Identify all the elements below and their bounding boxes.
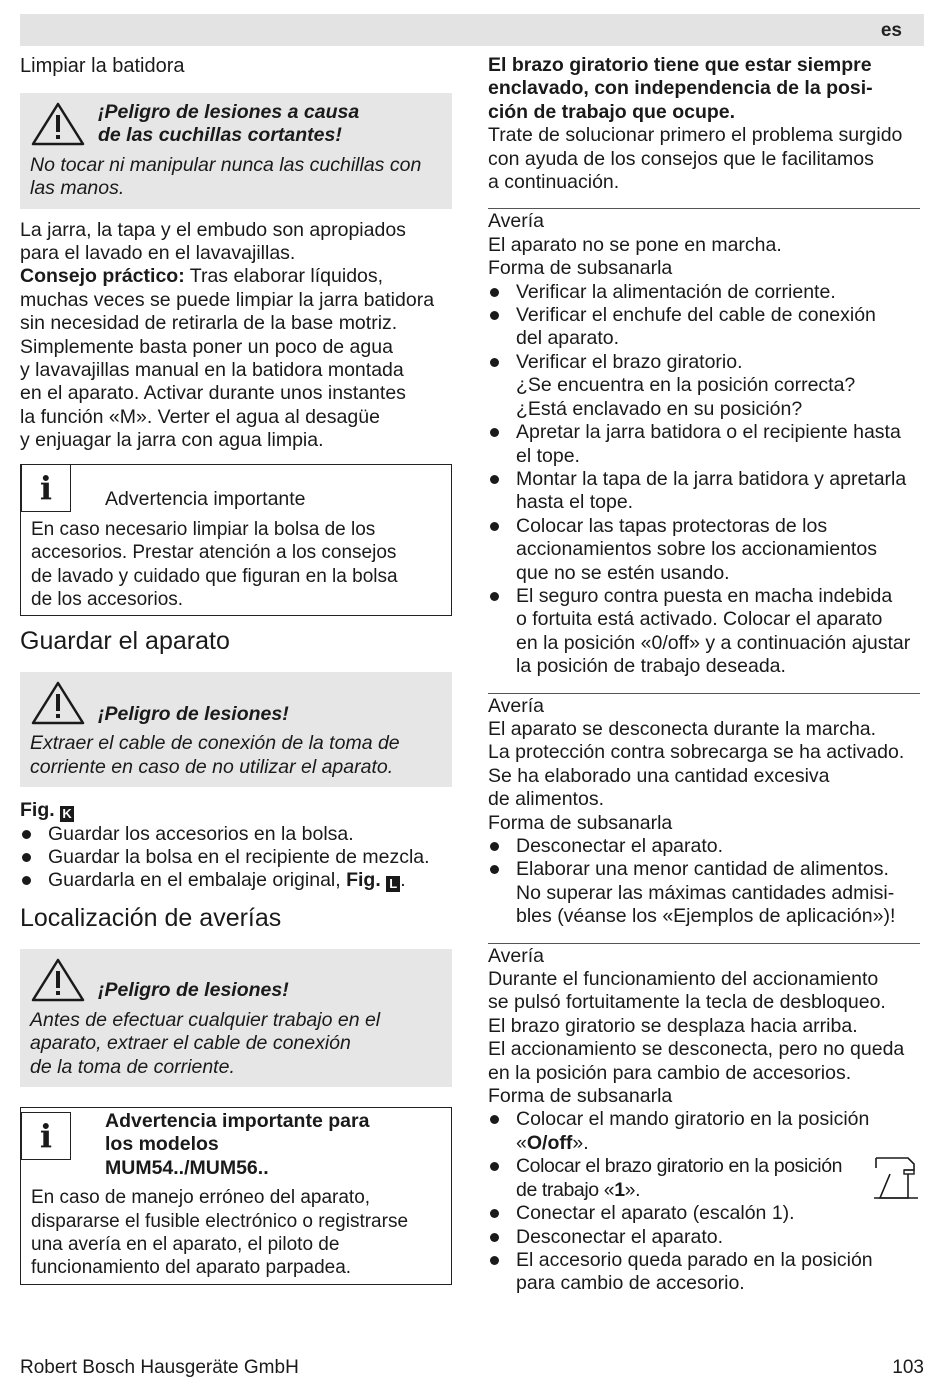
list-item <box>488 421 920 468</box>
paragraph-line: Simplemente basta poner un poco de agua <box>20 335 393 358</box>
fault-text: El brazo giratorio se desplaza hacia arriba. <box>488 1014 858 1037</box>
warning-text: aparato, extraer el cable de conexión <box>30 1032 351 1055</box>
warning-text: Extraer el cable de conexión de la toma de <box>30 732 400 755</box>
fault-text: El aparato se desconecta durante la marcha. <box>488 717 877 740</box>
list-item-text: Guardarla en el embalaje original, <box>48 869 347 892</box>
fix-list-2 <box>488 835 920 929</box>
left-column <box>20 54 452 1285</box>
list-item <box>488 351 920 421</box>
list-item-text: El accesorio queda parado en la posición <box>516 1248 873 1271</box>
list-item-text: de trabajo « <box>516 1178 615 1201</box>
warning-title: ¡Peligro de lesiones a causa <box>98 101 360 123</box>
list-item-text: Colocar el brazo giratorio en la posición <box>516 1155 843 1178</box>
warning-text: de la toma de corriente. <box>30 1055 235 1078</box>
fix-label: Forma de subsanarla <box>488 257 673 280</box>
figure-l-badge: L <box>386 876 400 892</box>
warning-triangle-icon <box>30 680 86 726</box>
info-text: En caso necesario limpiar la bolsa de los <box>31 518 376 540</box>
info-title: Advertencia importante <box>105 488 306 511</box>
warning-title: ¡Peligro de lesiones! <box>98 979 289 1002</box>
paragraph-line: y lavavajillas manual en la batidora montada <box>20 359 404 382</box>
list-item-text: ¿Se encuentra en la posición correcta? <box>516 374 856 397</box>
fault-text: El aparato no se pone en marcha. <box>488 233 782 256</box>
info-icon: i <box>21 1112 71 1160</box>
warning-text: No tocar ni manipular nunca las cuchillas con <box>30 153 422 176</box>
warning-box-store <box>20 672 452 787</box>
paragraph-line: La jarra, la tapa y el embudo son apropiados <box>20 218 406 241</box>
list-item-text: « <box>516 1131 527 1154</box>
list-item <box>488 1249 920 1296</box>
list-item <box>488 585 920 679</box>
list-item-text: Verificar el brazo giratorio. <box>516 350 743 373</box>
info-text: una avería en el aparato, el piloto de <box>31 1234 340 1255</box>
list-item-text: en la posición «0/off» y a continuación ajustar <box>516 631 911 654</box>
fault-text: La protección contra sobrecarga se ha activado. <box>488 741 905 764</box>
mixer-position-icon <box>870 1152 922 1202</box>
fix-label: Forma de subsanarla <box>488 1085 673 1108</box>
position-1-label: 1 <box>614 1178 625 1201</box>
divider <box>488 693 920 694</box>
divider <box>488 943 920 944</box>
list-item-text: o fortuita está activado. Colocar el aparato <box>516 608 883 631</box>
info-text: funcionamiento del aparato parpadea. <box>31 1257 352 1279</box>
warning-box-troubleshoot <box>20 949 452 1087</box>
list-item <box>488 468 920 515</box>
store-list <box>20 823 452 893</box>
info-box-models <box>20 1107 452 1285</box>
list-item-text: que no se estén usando. <box>516 561 730 584</box>
info-title: los modelos <box>105 1133 219 1156</box>
fig-label: Fig. <box>20 799 55 822</box>
intro-line: a continuación. <box>488 171 620 194</box>
info-text: En caso de manejo erróneo del aparato, <box>31 1187 371 1209</box>
position-off-label: O/off <box>526 1131 573 1154</box>
paragraph-line: y enjuagar la jarra con agua limpia. <box>20 429 324 452</box>
section-title-store: Guardar el aparato <box>20 627 230 656</box>
intro-bold-line: enclavado, con independencia de la posi- <box>488 77 873 100</box>
footer-company: Robert Bosch Hausgeräte GmbH <box>20 1357 299 1378</box>
paragraph-line: para el lavado en el lavavajillas. <box>20 242 296 265</box>
list-item-text: Colocar las tapas protectoras de los <box>516 514 828 537</box>
paragraph-line: la función «M». Verter el agua al desagüe <box>20 405 380 428</box>
info-box-accessories <box>20 464 452 617</box>
list-item: Guardar la bolsa en el recipiente de mezcla. <box>20 846 452 869</box>
list-item-text: ¿Está enclavado en su posición? <box>516 397 803 420</box>
warning-box-blades <box>20 93 452 209</box>
tip-label: Consejo práctico: <box>20 265 185 288</box>
list-item-text: accionamientos sobre los accionamientos <box>516 538 877 561</box>
warning-title: ¡Peligro de lesiones! <box>98 702 289 725</box>
section-title-clean: Limpiar la batidora <box>20 55 185 77</box>
list-item-text: Colocar el mando giratorio en la posición <box>516 1108 870 1131</box>
intro-bold-line: El brazo giratorio tiene que estar siempre <box>488 54 872 76</box>
list-item-text: para cambio de accesorio. <box>516 1272 745 1295</box>
fault-label: Avería <box>488 944 545 967</box>
figure-k-badge: K <box>60 806 74 822</box>
list-item-text: No superar las máximas cantidades admisi- <box>516 881 895 904</box>
fix-label: Forma de subsanarla <box>488 811 673 834</box>
info-text: de los accesorios. <box>31 588 184 610</box>
fault-text: de alimentos. <box>488 788 604 811</box>
info-text: dispararse el fusible electrónico o registrarse <box>31 1210 409 1232</box>
list-item-text: Desconectar el aparato. <box>516 1225 724 1248</box>
list-item-text: Verificar la alimentación de corriente. <box>516 280 836 303</box>
warning-text: corriente en caso de no utilizar el aparato. <box>30 755 394 778</box>
fix-list-3 <box>488 1108 920 1295</box>
list-item-text: Conectar el aparato (escalón 1). <box>516 1202 795 1225</box>
list-item <box>488 1155 920 1202</box>
list-item <box>488 515 920 585</box>
list-item-text: Apretar la jarra batidora o el recipiente hasta <box>516 421 901 444</box>
info-text: accesorios. Prestar atención a los consejos <box>31 542 397 564</box>
info-icon: i <box>21 464 71 512</box>
list-item <box>488 835 920 858</box>
info-text: de lavado y cuidado que figuran en la bolsa <box>31 565 398 587</box>
header-bar <box>20 14 924 46</box>
fault-text: Se ha elaborado una cantidad excesiva <box>488 764 830 787</box>
list-item-text: ». <box>572 1131 589 1154</box>
right-column <box>488 54 920 1296</box>
fault-text: se pulsó fortuitamente la tecla de desbloqueo. <box>488 991 886 1014</box>
fault-label: Avería <box>488 210 545 233</box>
tip-text: Tras elaborar líquidos, <box>184 265 384 288</box>
list-item-text: ». <box>624 1178 641 1201</box>
intro-bold-line: ción de trabajo que ocupe. <box>488 100 736 123</box>
page-number: 103 <box>892 1357 924 1378</box>
divider <box>488 208 920 209</box>
language-code: es <box>880 20 902 41</box>
list-item-text: el tope. <box>516 444 580 467</box>
warning-text: las manos. <box>30 177 125 200</box>
info-title: Advertencia importante para <box>105 1109 370 1132</box>
list-item <box>488 1202 920 1225</box>
intro-line: con ayuda de los consejos que le facilitamos <box>488 147 874 170</box>
warning-triangle-icon <box>30 101 86 147</box>
list-item-text: Desconectar el aparato. <box>516 835 724 857</box>
warning-text: Antes de efectuar cualquier trabajo en el <box>30 1008 381 1031</box>
list-item-text: Montar la tapa de la jarra batidora y apretarla <box>516 467 907 490</box>
paragraph-line: sin necesidad de retirarla de la base motriz. <box>20 312 398 335</box>
list-item <box>488 281 920 304</box>
list-item-text: del aparato. <box>516 327 619 350</box>
warning-triangle-icon <box>30 957 86 1003</box>
info-title: MUM54../MUM56.. <box>105 1156 269 1179</box>
list-item: Guardarla en el embalaje original, Fig. L . <box>20 869 452 892</box>
list-item <box>488 304 920 351</box>
list-item-text: la posición de trabajo deseada. <box>516 655 786 678</box>
list-item: Guardar los accesorios en la bolsa. <box>20 823 452 846</box>
intro-line: Trate de solucionar primero el problema surgido <box>488 124 903 147</box>
list-item-text: El seguro contra puesta en macha indebida <box>516 584 893 607</box>
list-item-text: Verificar el enchufe del cable de conexión <box>516 304 876 327</box>
warning-title: de las cuchillas cortantes! <box>98 124 342 147</box>
section-title-troubleshoot: Localización de averías <box>20 903 282 932</box>
fault-text: Durante el funcionamiento del accionamiento <box>488 968 879 991</box>
fault-text: El accionamiento se desconecta, pero no queda <box>488 1038 905 1061</box>
list-item-text: hasta el tope. <box>516 491 634 514</box>
list-item <box>488 1226 920 1249</box>
paragraph-line: en el aparato. Activar durante unos instantes <box>20 382 406 405</box>
list-item-text: Elaborar una menor cantidad de alimentos. <box>516 858 889 881</box>
paragraph-line: muchas veces se puede limpiar la jarra batidora <box>20 288 435 311</box>
fig-label: Fig. <box>346 869 381 892</box>
fix-list-1 <box>488 281 920 679</box>
fault-label: Avería <box>488 694 545 717</box>
list-item-text: bles (véanse los «Ejemplos de aplicación»)! <box>516 905 896 928</box>
fault-text: en la posición para cambio de accesorios. <box>488 1061 852 1084</box>
list-item <box>488 1108 920 1155</box>
list-item <box>488 858 920 928</box>
